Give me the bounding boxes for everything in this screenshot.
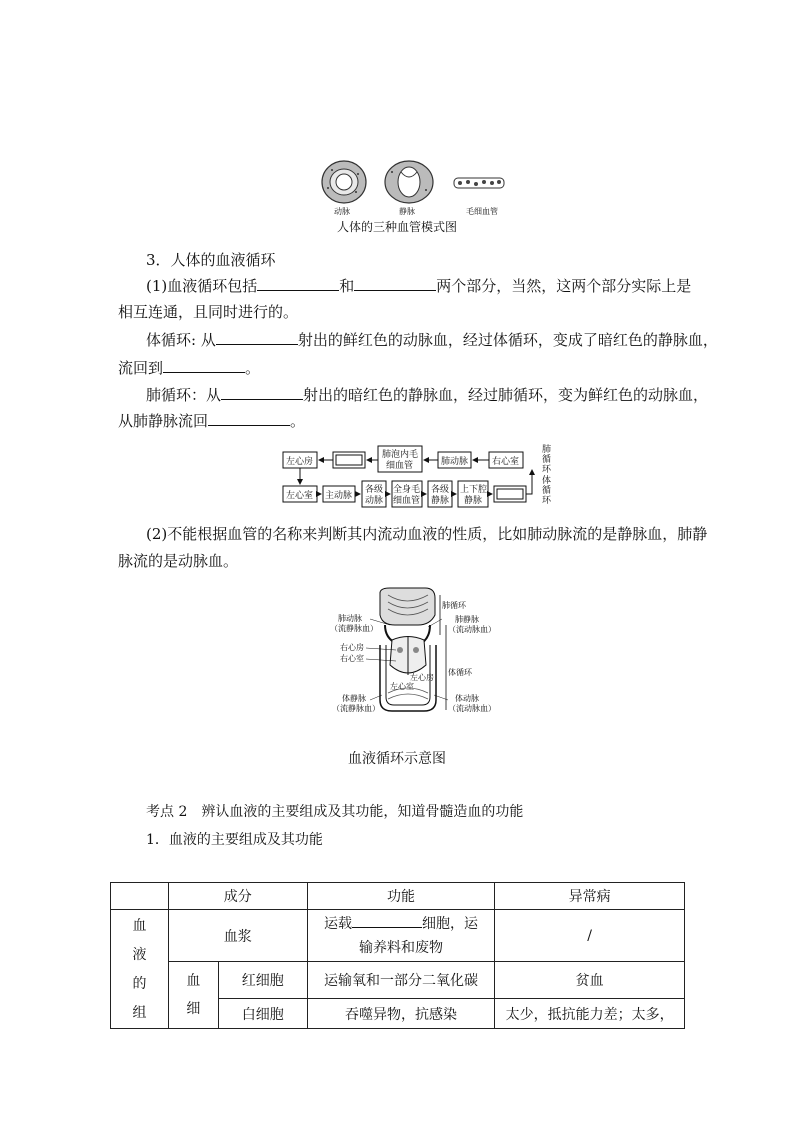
veins-label-2: 静脉 (431, 496, 450, 506)
vessels-caption: 人体的三种血管模式图 (336, 220, 457, 234)
arteries-label-1: 各级 (365, 485, 384, 495)
table-corner-cell (111, 883, 169, 910)
aorta-label: 主动脉 (325, 491, 353, 501)
table-header-row (111, 883, 685, 910)
artery-drawing (322, 161, 366, 203)
point-2-subheading: 1．血液的主要组成及其功能 (146, 832, 323, 848)
right-ventricle-label: 右心室 (492, 457, 520, 467)
vena-cava-label-2: 静脉 (464, 496, 483, 506)
answer-blank-7[interactable] (352, 911, 422, 928)
left-atrium-diagram-label: 左心房 (410, 673, 434, 682)
rbc-disease-cell: 贫血 (495, 962, 685, 999)
body-vein-diagram-note: （流静脉血） (332, 704, 380, 713)
arteries-label-2: 动脉 (365, 496, 384, 506)
wbc-disease-cell: 太少，抵抗能力差；太多， (495, 999, 685, 1029)
systemic-circulation-line: 体循环: 从 射出的鲜红色的动脉血，经过体循环，变成了暗红色的静脉血， (146, 327, 718, 354)
table-row (111, 910, 685, 962)
pulmonary-vein-diagram-note: （流动脉血） (448, 625, 496, 634)
pulmonary-circulation-cont: 从肺静脉流回 。 (118, 408, 305, 435)
answer-blank-4[interactable] (163, 356, 245, 373)
right-ventricle-diagram-label: 右心室 (340, 654, 364, 663)
right-atrium-diagram-label: 右心房 (340, 643, 364, 652)
left-atrium-label: 左心房 (286, 457, 314, 467)
systemic-loop-label: 体循环 (448, 668, 472, 677)
pulmonary-artery-diagram-note: （流静脉血） (330, 624, 378, 633)
section-3-heading: 3．人体的血液循环 (146, 251, 276, 269)
alveolar-capillary-label-1: 肺泡内毛 (382, 450, 419, 460)
capillary-drawing (454, 178, 504, 188)
section-3-para-1: (1)血液循环包括 和 两个部分，当然，这两个部分实际上是 (146, 273, 691, 300)
circulation-caption: 血液循环示意图 (348, 751, 446, 767)
pulmonary-vein-diagram-label: 肺静脉 (455, 615, 479, 624)
side-label-cell: 血 液 的 组 (111, 910, 169, 1029)
header-function: 功能 (307, 883, 495, 910)
rbc-function-cell: 运输氧和一部分二氧化碳 (307, 962, 495, 999)
vein-label: 静脉 (399, 207, 415, 216)
rbc-cell: 红细胞 (218, 962, 307, 999)
section-3-para-1-cont: 相互连通，且同时进行的。 (118, 303, 299, 321)
answer-blank-3[interactable] (216, 328, 298, 345)
left-ventricle-label: 左心室 (286, 491, 314, 501)
systemic-circulation-cont: 流回到 。 (118, 355, 260, 382)
artery-label: 动脉 (334, 207, 350, 216)
pulmonary-circulation-line: 肺循环：从 射出的暗红色的静脉血，经过肺循环，变为鲜红色的动脉血， (146, 382, 708, 409)
section-3-para-2-cont: 脉流的是动脉血。 (118, 552, 239, 570)
vena-cava-label-1: 上下腔 (460, 485, 488, 495)
three-vessels-figure (310, 158, 510, 220)
plasma-disease-cell: / (495, 910, 685, 962)
body-capillary-label-2: 细血管 (393, 496, 421, 506)
side-systemic-1: 体 (542, 476, 552, 486)
answer-blank-5[interactable] (221, 383, 303, 400)
pulmonary-artery-diagram-label: 肺动脉 (338, 614, 362, 623)
answer-blank-6[interactable] (208, 409, 290, 426)
body-artery-diagram-label: 体动脉 (455, 694, 479, 703)
side-pulmonary-3: 环 (542, 465, 552, 475)
alveolar-capillary-label-2: 细血管 (386, 461, 414, 471)
blood-cell-side-cell: 血 细 (168, 962, 218, 1029)
header-disease: 异常病 (495, 883, 685, 910)
circulation-flowchart (280, 443, 555, 511)
pulmonary-artery-label: 肺动脉 (441, 457, 469, 467)
body-capillary-label-1: 全身毛 (393, 485, 421, 495)
side-systemic-2: 循 (542, 486, 552, 496)
side-pulmonary-2: 循 (542, 455, 552, 465)
header-component: 成分 (168, 883, 307, 910)
wbc-cell: 白细胞 (218, 999, 307, 1029)
plasma-cell: 血浆 (168, 910, 307, 962)
pulmonary-loop-label: 肺循环 (442, 601, 466, 610)
side-systemic-3: 环 (542, 496, 552, 506)
blood-components-table (110, 882, 685, 1029)
answer-blank-1[interactable] (257, 274, 339, 291)
wbc-function-cell: 吞噬异物，抗感染 (307, 999, 495, 1029)
answer-blank-2[interactable] (354, 274, 436, 291)
left-ventricle-diagram-label: 左心室 (390, 682, 414, 691)
plasma-function-cell: 运载 细胞，运 输养料和废物 (307, 910, 495, 962)
table-row (111, 962, 685, 999)
vein-drawing (385, 161, 433, 203)
capillary-label: 毛细血管 (466, 207, 498, 216)
body-vein-diagram-label: 体静脉 (342, 694, 366, 703)
circulation-diagram (330, 585, 500, 720)
point-2-heading: 考点 2 辨认血液的主要组成及其功能，知道骨髓造血的功能 (146, 804, 524, 820)
section-3-para-2: (2)不能根据血管的名称来判断其内流动血液的性质，比如肺动脉流的是静脉血，肺静 (146, 525, 708, 543)
body-artery-diagram-note: （流动脉血） (448, 704, 496, 713)
veins-label-1: 各级 (431, 485, 450, 495)
side-pulmonary-1: 肺 (542, 445, 552, 455)
